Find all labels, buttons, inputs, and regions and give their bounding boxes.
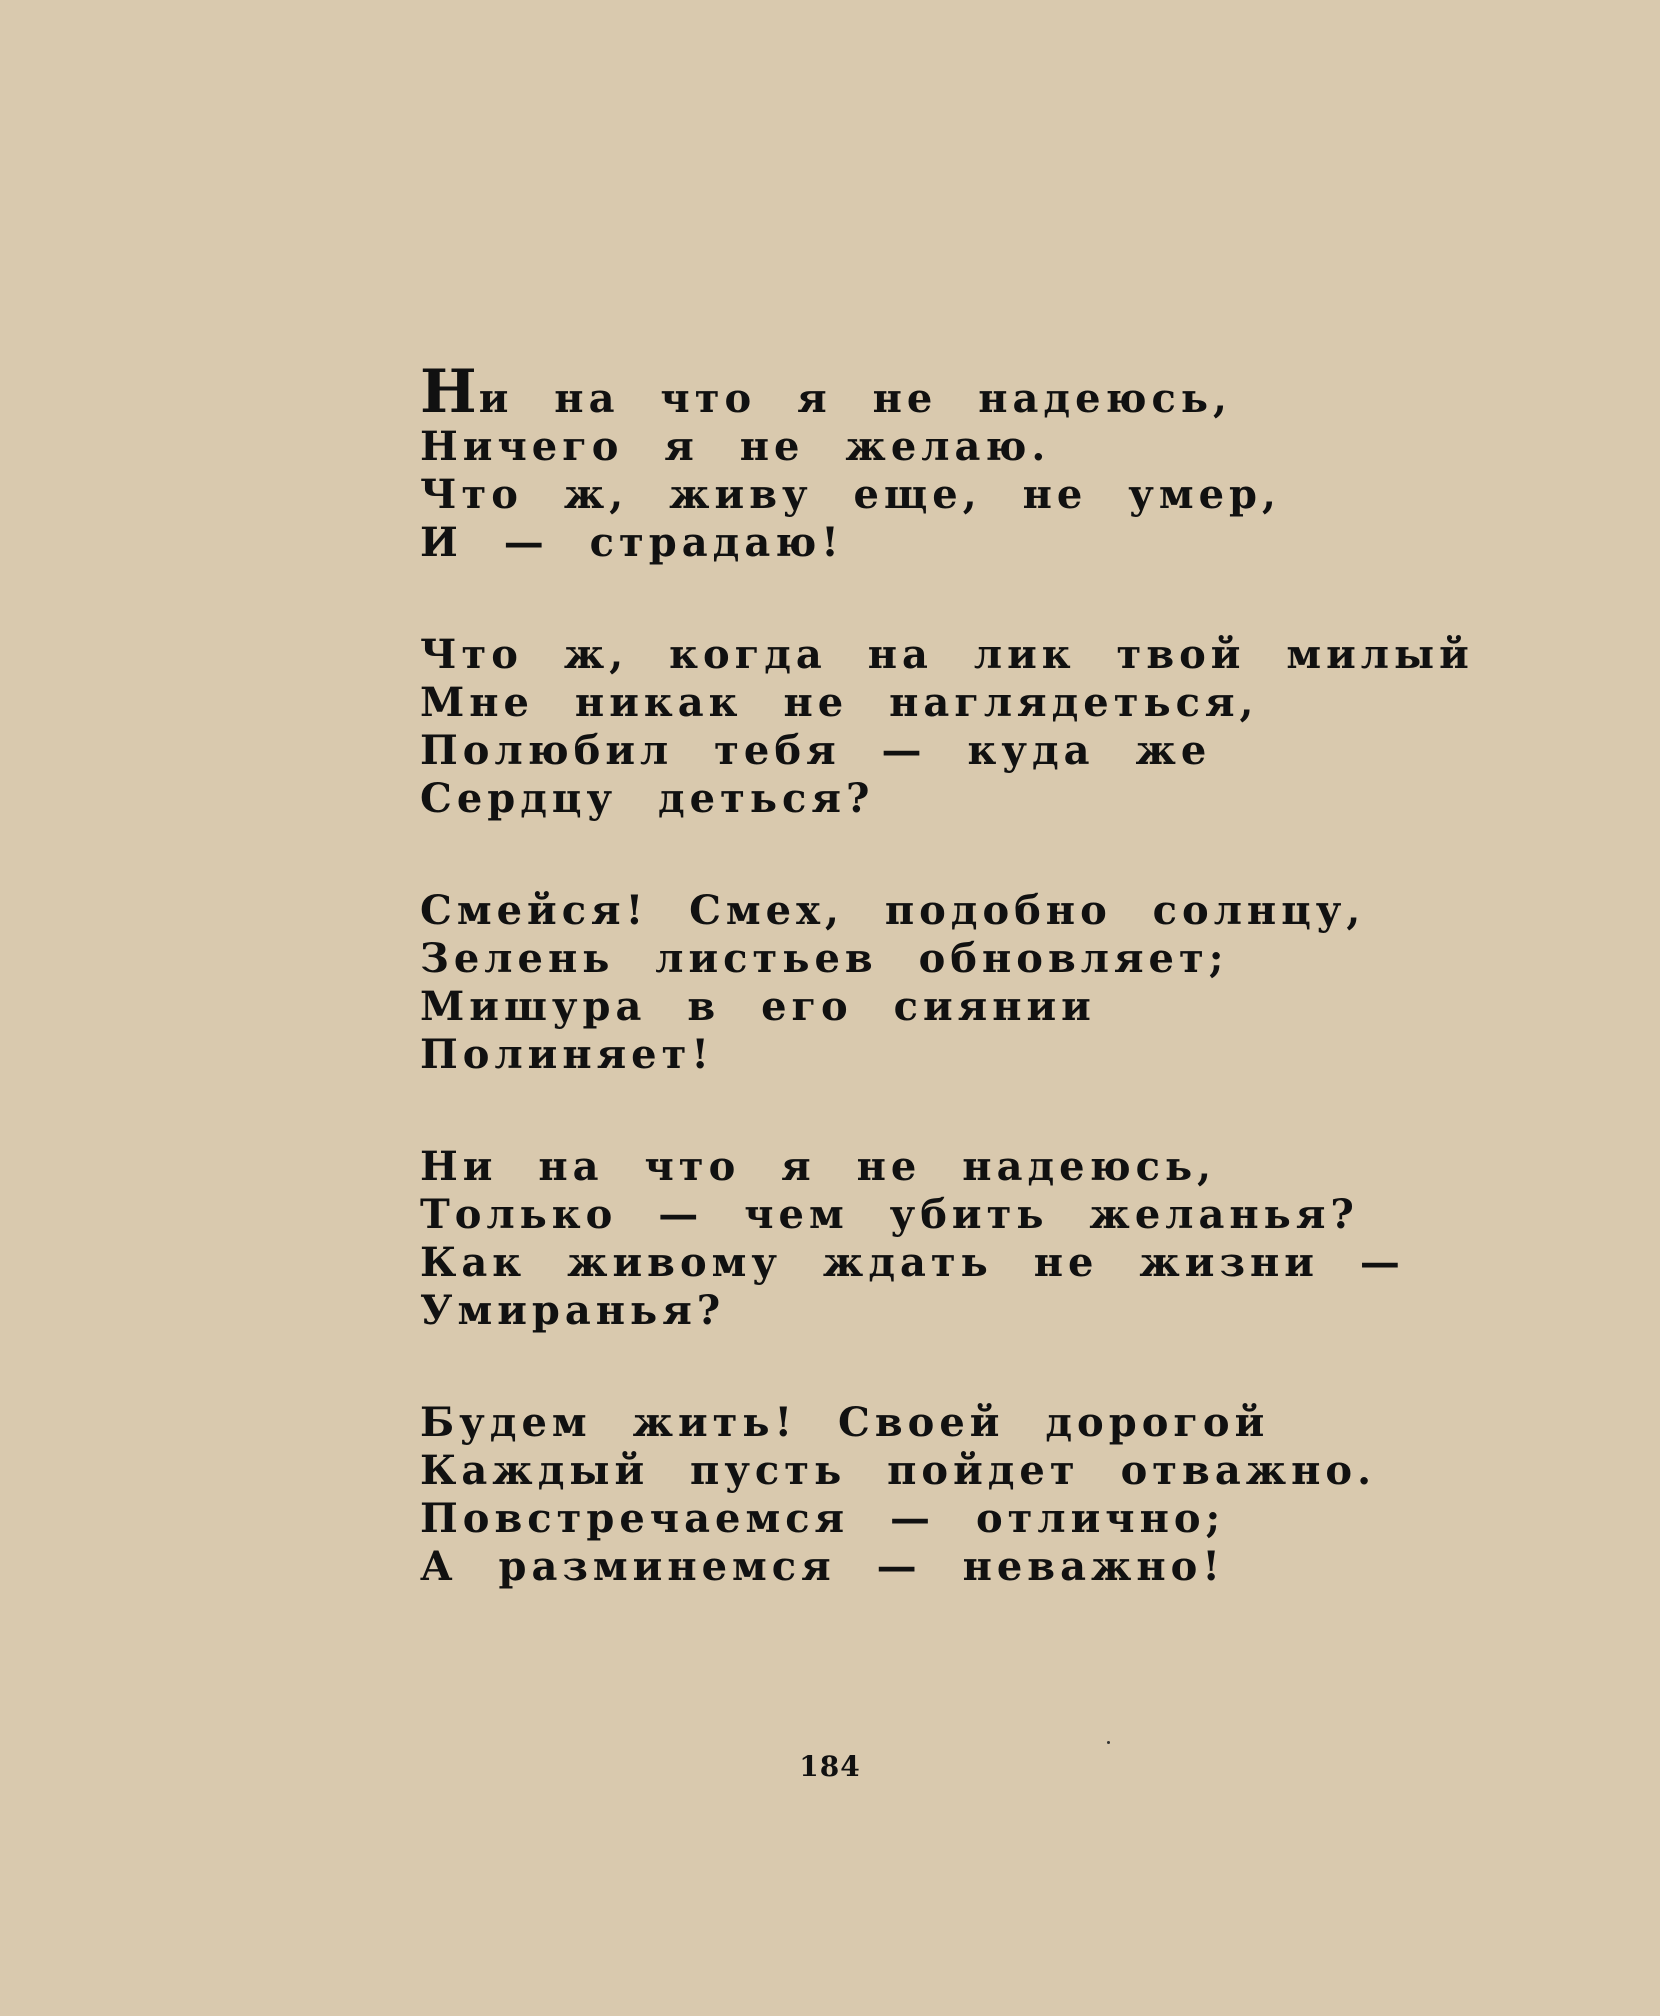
- poem-line: Каждый пусть пойдет отважно.: [420, 1447, 1377, 1494]
- poem-line: Сердцу деться?: [420, 775, 875, 822]
- poem-line: Как живому ждать не жизни —: [420, 1239, 1405, 1286]
- poem-line: Мишура в его сиянии: [420, 983, 1096, 1030]
- stanza-1: [420, 357, 1380, 567]
- page-number: 184: [799, 1750, 861, 1783]
- poem-line: Ни на что я не надеюсь,: [420, 1143, 1217, 1190]
- poem-line: Полюбил тебя — куда же: [420, 727, 1212, 774]
- poem-line: А разминемся — неважно!: [420, 1543, 1225, 1590]
- poem-line: Умиранья?: [420, 1287, 726, 1334]
- poem: [420, 357, 1474, 1655]
- print-speck: [1107, 1741, 1110, 1744]
- poem-line: [420, 357, 1380, 427]
- poem-line: Мне никак не наглядеться,: [420, 679, 1259, 726]
- poem-line: Только — чем убить желанья?: [420, 1191, 1359, 1238]
- stanza-4: [420, 1143, 1405, 1335]
- poem-line: И — страдаю!: [420, 519, 844, 566]
- poem-line: Повстречаемся — отлично;: [420, 1495, 1226, 1542]
- poem-line: Смейся! Смех, подобно солнцу,: [420, 887, 1366, 934]
- stanza-2: [420, 631, 1474, 823]
- poem-line: Что ж, живу еще, не умер,: [420, 471, 1281, 518]
- poem-line: Будем жить! Своей дорогой: [420, 1399, 1270, 1446]
- poem-line: Зелень листьев обновляет;: [420, 935, 1229, 982]
- stanza-5: [420, 1399, 1380, 1591]
- drop-cap: Н: [420, 357, 479, 427]
- poem-line: Что ж, когда на лик твой милый: [420, 631, 1474, 678]
- poem-line: Ничего я не желаю.: [420, 423, 1051, 470]
- stanza-3: [420, 887, 1380, 1079]
- poem-line: Полиняет!: [420, 1031, 714, 1078]
- first-line-rest: и на что я не надеюсь,: [478, 375, 1232, 422]
